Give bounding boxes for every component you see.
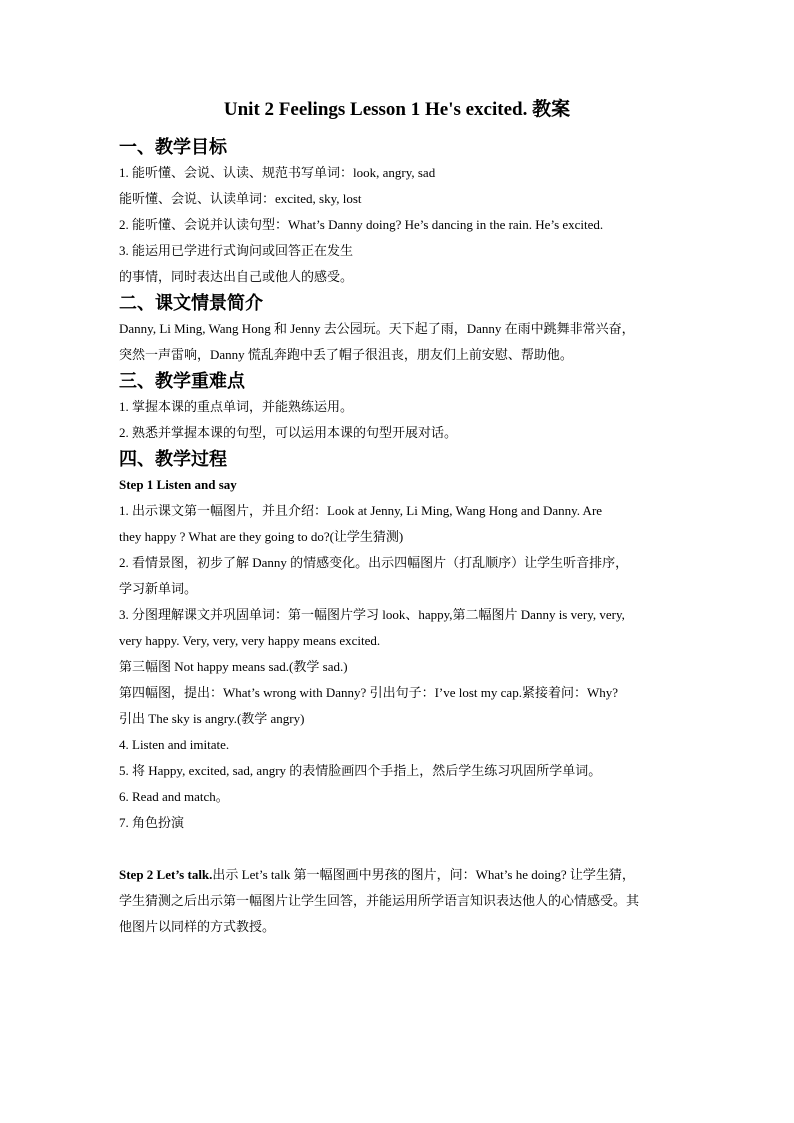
key-point-line: 1. 掌握本课的重点单词，并能熟练运用。: [119, 399, 354, 414]
step2-line: [119, 862, 675, 888]
objective-line: 能听懂、会说、认读单词：excited, sky, lost: [119, 191, 362, 206]
process-line: 6. Read and match。: [119, 789, 229, 804]
objective-line: 的事情，同时表达出自己或他人的感受。: [119, 269, 354, 284]
document-title: Unit 2 Feelings Lesson 1 He's excited. 教案: [223, 99, 571, 120]
step2-title: Step 2 Let’s talk.: [119, 867, 213, 882]
process-line: 第三幅图 Not happy means sad.(教学 sad.): [119, 659, 348, 674]
step1-title: Step 1 Listen and say: [119, 477, 237, 492]
process-line: 2. 看情景图，初步了解 Danny 的情感变化。出示四幅图片（打乱顺序）让学生听音排序，: [119, 555, 629, 570]
objective-line: 3. 能运用已学进行式询问或回答正在发生: [119, 243, 354, 258]
process-line: 3. 分图理解课文并巩固单词：第一幅图片学习 look、happy,第二幅图片 Danny is very, very,: [119, 607, 625, 622]
section-heading-objectives: 一、教学目标: [119, 137, 227, 157]
context-line: Danny, Li Ming, Wang Hong 和 Jenny 去公园玩。天下起了雨，Danny 在雨中跳舞非常兴奋，: [119, 321, 635, 336]
process-line: 4. Listen and imitate.: [119, 737, 230, 752]
objective-line: 1. 能听懂、会说、认读、规范书写单词：look, angry, sad: [119, 165, 436, 180]
process-line: 第四幅图，提出：What’s wrong with Danny? 引出句子：I’ve lost my cap.紧接着问：Why?: [119, 685, 618, 700]
process-line: very happy. Very, very, very happy means excited.: [119, 633, 381, 648]
objective-line: 2. 能听懂、会说并认读句型：What’s Danny doing? He’s dancing in the rain. He’s excited.: [119, 217, 604, 232]
step2-text: 出示 Let’s talk 第一幅图画中男孩的图片，问：What’s he doing? 让学生猜，: [212, 867, 635, 882]
step2-line: 他图片以同样的方式教授。: [119, 919, 276, 934]
section-heading-process: 四、教学过程: [119, 449, 227, 469]
section-heading-key-points: 三、教学重难点: [119, 371, 245, 391]
process-line: 学习新单词。: [119, 581, 198, 596]
process-line: 5. 将 Happy, excited, sad, angry 的表情脸画四个手指上，然后学生练习巩固所学单词。: [119, 763, 602, 778]
step2-line: 学生猜测之后出示第一幅图片让学生回答，并能运用所学语言知识表达他人的心情感受。其: [119, 893, 640, 908]
process-line: they happy ? What are they going to do?(让学生猜测): [119, 529, 404, 544]
key-point-line: 2. 熟悉并掌握本课的句型，可以运用本课的句型开展对话。: [119, 425, 458, 440]
document-page: [119, 96, 675, 940]
process-line: 7. 角色扮演: [119, 815, 185, 830]
context-line: 突然一声雷响，Danny 慌乱奔跑中丢了帽子很沮丧，朋友们上前安慰、帮助他。: [119, 347, 573, 362]
process-line: 1. 出示课文第一幅图片，并且介绍：Look at Jenny, Li Ming, Wang Hong and Danny. Are: [119, 503, 603, 518]
blank-line: [119, 836, 675, 862]
process-line: 引出 The sky is angry.(教学 angry): [119, 711, 305, 726]
section-heading-context: 二、课文情景简介: [119, 293, 263, 313]
